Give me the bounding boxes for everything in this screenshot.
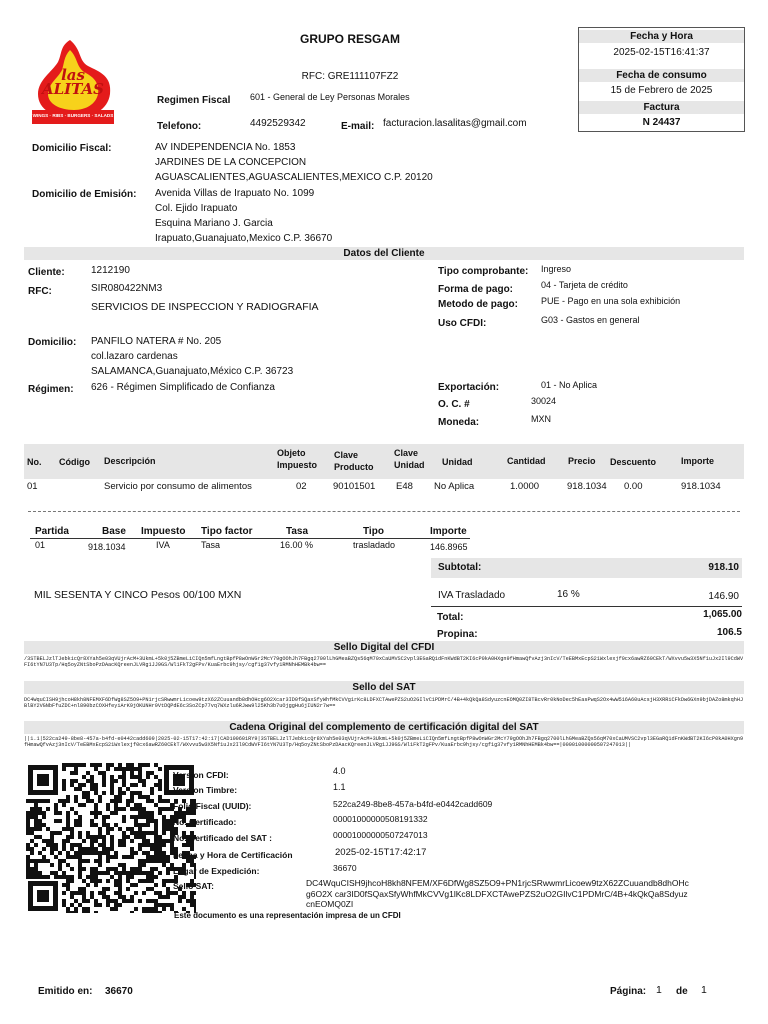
cliente-domicilio [91, 334, 293, 379]
subtotal-value: 918.10 [708, 562, 739, 573]
sello-sat-value: DC4WquCISH9jhcoH8kh8NFEM/XF6DfWg8SZ5O9+PN1rjcSRwwmrLicoew9tzX62ZCuuandb8dhOHcg6O2X car3ID0fSQaxSfyWhfMkCVVg1lKc8LDFXCTAwePZS2uO2GIlvC1PDMrC/4B+4kQkQa8SdyuzcnEOMQ0ZI [306, 878, 689, 909]
cliente-nombre: SERVICIOS DE INSPECCION Y RADIOGRAFIA [91, 301, 319, 313]
cliente-value: 1212190 [91, 265, 130, 276]
fecha-certificacion-value: 2025-02-15T17:42:17 [335, 847, 427, 858]
col-descripcion: Descripción [104, 456, 156, 466]
exportacion-label: Exportación: [438, 382, 500, 393]
emitido-value: 36670 [105, 986, 133, 997]
company-rfc: RFC: GRE111107FZ2 [301, 71, 399, 82]
propina-value: 106.5 [716, 627, 742, 638]
fecha-consumo-label: Fecha de consumo [579, 69, 744, 82]
row-descuento: 0.00 [624, 481, 643, 492]
de-label: de [676, 986, 688, 997]
factura-value: N 24437 [642, 117, 681, 128]
fecha-certificacion-label: Fecha y Hora de Certificación [173, 850, 293, 860]
col-cantidad: Cantidad [507, 456, 546, 466]
uso-cfdi-label: Uso CFDI: [438, 318, 487, 329]
logo-tagline: WINGS · RIBS · BURGERS · SALADS [32, 113, 114, 118]
logo-text: las ALITAS [41, 66, 104, 98]
tax-header-rule [30, 538, 470, 539]
qr-code [26, 763, 196, 913]
row-divider [28, 511, 740, 512]
tax-table [24, 525, 468, 555]
tax-col-impuesto: Impuesto [141, 526, 186, 537]
tax-col-partida: Partida [35, 526, 69, 537]
total-label: Total: [437, 612, 464, 623]
address-line: PANFILO NATERA # No. 205 [91, 336, 222, 347]
invoice-info-box [578, 27, 745, 132]
fecha-hora-value: 2025-02-15T16:41:37 [613, 47, 710, 58]
regimen-label: Régimen: [28, 384, 74, 395]
tax-row-impuesto: IVA [156, 540, 170, 550]
tax-col-tipo-factor: Tipo factor [201, 526, 253, 537]
total-value: 1,065.00 [703, 609, 742, 620]
address-line: Esquina Mariano J. Garcia [155, 218, 273, 229]
oc-label: O. C. # [438, 399, 470, 410]
pagina-label: Página: [610, 986, 647, 997]
domicilio-emision-label: Domicilio de Emisión: [32, 189, 137, 200]
col-codigo: Código [59, 457, 90, 467]
version-cfdi-label: Version CFDI: [173, 770, 229, 780]
sello-sat-title: Sello del SAT [24, 681, 744, 694]
iva-value: 146.90 [708, 591, 739, 602]
regimen-fiscal-label: Regimen Fiscal [157, 95, 231, 106]
telefono-value: 4492529342 [250, 118, 306, 129]
tax-row-tasa: 16.00 % [280, 540, 314, 550]
col-precio: Precio [568, 456, 596, 466]
pagina-value: 1 [656, 984, 662, 996]
subtotal-label: Subtotal: [438, 562, 482, 573]
row-no: 01 [27, 481, 38, 492]
tax-row-base: 918.1034 [88, 542, 126, 552]
total-paginas: 1 [701, 984, 707, 996]
sello-sat-text: DC4WquCISH9jhcoH8kh8NFEMXF6DfWg8SZ5O9+PN1rjcSRwwmrLicoew9tzX62ZCuuandb8dhOHcg6O2Xcar3ID0fSQaxSfyWhfMkCVVg1rKc8LDFXCTAwePZS2uO2GIlvC1PDMrC/4B+4kQkQa8SdyuzcnEOMQ0ZI8TBcvRr0kNoDec5hEasPwqS2Ox4wW516A60uAcsjH3XRRiCFkDw6GXn9bjDAZo8mkqhHJBlBY2VGNbFfuZDC+nl890bzCOXHfeyiArK9jOKUNHr0VtDQPdE6c3SoZCp77vq7WXzlu6RJww9l25Kh3b7uOjggHu6jIUN2r7w== [24, 697, 744, 710]
tax-row-tipo: trasladado [353, 540, 396, 550]
factura-label: Factura [579, 101, 744, 114]
col-clave-unidad [394, 447, 425, 471]
amount-in-words: MIL SESENTA Y CINCO Pesos 00/100 MXN [34, 589, 242, 601]
row-cantidad: 1.0000 [510, 481, 540, 492]
cliente-label: Cliente: [28, 267, 65, 278]
items-table-header [24, 444, 744, 479]
uso-cfdi-value: G03 - Gastos en general [541, 315, 640, 325]
col-clave-unidad-line2: Unidad [394, 460, 425, 470]
sello-cfdi-text: /3STBELJzlTJebkicQr8XYah5e03qVUjrAcM+3UkmL+5k0j5ZBmeLiCIQn5mfLngtBpfP8wOnWGr2McY79gOOhJh7FBgq2700lLhGMeaBZQs56qM70xCaUMVSC2vpl3EGaRQ1dFnKWdBT2KI6cP0kA0HXgn9fHmawQfvAzj3nIcV/TeEBMxEcpS21Wxlexjf0cx6awRZ60CEkT/WXvvu5w3X5Nf1uJx2Il9CdWVFI6tYN7U3Tp/Hq5oyZNtSboPzDAacKQreenJLVRg1JJ9GS/Wl1FkT2gFPv/KuaErbc9hjsy/cgf1g37vfy1RMNhHEMBk4bw== [24, 656, 744, 669]
forma-pago-label: Forma de pago: [438, 284, 514, 295]
tax-col-importe: Importe [430, 526, 467, 537]
sello-cfdi-title: Sello Digital del CFDI [24, 641, 744, 654]
col-clave-prod-line2: Producto [334, 462, 374, 472]
row-unidad: No Aplica [434, 481, 475, 492]
representacion-impresa: Este documento es una representación impresa de un CFDI [174, 911, 401, 920]
cliente-section-title: Datos del Cliente [24, 247, 744, 260]
tax-row-tipo-factor: Tasa [201, 540, 221, 550]
tax-row-partida: 01 [35, 540, 46, 550]
address-line: Col. Ejido Irapuato [155, 203, 238, 214]
address-line: Irapuato,Guanajuato,Mexico C.P. 36670 [155, 233, 333, 244]
version-timbre-value: 1.1 [333, 782, 346, 792]
col-clave-prod-line1: Clave [334, 450, 359, 460]
domicilio-fiscal-address [155, 140, 433, 185]
metodo-pago-value: PUE - Pago en una sola exhibición [541, 296, 681, 306]
col-clave-unidad-line1: Clave [394, 448, 419, 458]
lugar-expedicion-value: 36670 [333, 863, 357, 873]
no-certificado-value: 00001000000508191332 [333, 814, 428, 824]
tax-row-importe: 146.8965 [430, 542, 468, 552]
row-precio: 918.1034 [567, 481, 607, 492]
iva-row [431, 586, 742, 607]
tax-col-base: Base [102, 526, 126, 537]
company-name: GRUPO RESGAM [299, 32, 400, 46]
no-certificado-sat-value: 00001000000507247013 [333, 830, 428, 840]
metodo-pago-label: Metodo de pago: [438, 299, 518, 310]
email-label: E-mail: [341, 121, 375, 132]
tax-col-tipo: Tipo [363, 526, 384, 537]
row-descripcion: Servicio por consumo de alimentos [104, 481, 252, 492]
address-line: AGUASCALIENTES,AGUASCALIENTES,MEXICO C.P. 20120 [155, 172, 433, 183]
tax-col-tasa: Tasa [286, 526, 309, 537]
subtotal-row [431, 558, 742, 578]
cadena-original-title: Cadena Original del complemento de certificación digital del SAT [24, 721, 744, 734]
sello-sat-label: Sello SAT: [173, 881, 214, 891]
address-line: AV INDEPENDENCIA No. 1853 [155, 142, 296, 153]
company-logo [30, 36, 116, 126]
fecha-consumo-value: 15 de Febrero de 2025 [610, 85, 713, 96]
col-descuento: Descuento [610, 457, 657, 467]
emitido-label: Emitido en: [38, 986, 93, 997]
folio-fiscal-value: 522ca249-8be8-457a-b4fd-e0442cadd609 [333, 799, 493, 809]
regimen-value: 626 - Régimen Simplificado de Confianza [91, 382, 275, 393]
fecha-hora-label: Fecha y Hora [579, 30, 744, 43]
regimen-fiscal-value: 601 - General de Ley Personas Morales [250, 92, 410, 102]
email-value: facturacion.lasalitas@gmail.com [383, 118, 527, 129]
folio-fiscal-label: Folio Fiscal (UUID): [173, 801, 252, 811]
moneda-label: Moneda: [438, 417, 480, 428]
row-objeto: 02 [296, 481, 307, 492]
iva-label: IVA Trasladado [438, 590, 506, 601]
address-line: JARDINES DE LA CONCEPCION [155, 157, 307, 168]
address-line: col.lazaro cardenas [91, 351, 178, 362]
cadena-original-text: ||1.1|522ca249-8be8-457a-b4fd-e0442cadd609|2025-02-15T17:42:17|CAD100601RY9|3STBELJzlTJebkicQr8XYah5e03qVUjrAcM+3UkmL+5k0j5ZBmeLiCIQn5mfLngtBpfP8wOnWGr2McY79gOOhJh7FBgq2700lLhGMeaBZQs56qM70xCaUMVSC2vpl3EGaRQ1dFnKWdBT2KI6cP0kA0HXgn9fHmawQfvAzj3nIcV/TeEBMxEcpS21Wxlexjf0cx6awRZ60CEkT/WXvvu5w3X5Nf1uJx2Il9CdWVFI6tYN7U3Tp/Hq5oyZNtSboPzDAacKQreenJLVRg1JJ9GS/Wl1FkT2gFPv/KuaErbc9hjsy/cgf1g37vfy1RMNhHEMBk4bw==|00001000000507247013|| [24, 736, 744, 749]
address-line: SALAMANCA,Guanajuato,México C.P. 36723 [91, 366, 294, 377]
timbre-block [173, 766, 733, 926]
forma-pago-value: 04 - Tarjeta de crédito [541, 280, 628, 290]
no-certificado-sat-label: No. Certificado del SAT : [173, 833, 273, 843]
col-objeto-impuesto [277, 447, 317, 471]
moneda-value: MXN [531, 414, 551, 424]
tipo-comprobante-label: Tipo comprobante: [438, 266, 529, 277]
col-objeto-line1: Objeto [277, 448, 306, 458]
version-timbre-label: Version Timbre: [173, 785, 238, 795]
iva-rate: 16 % [557, 589, 580, 600]
propina-label: Propina: [437, 629, 478, 640]
domicilio-fiscal-label: Domicilio Fiscal: [32, 143, 112, 154]
version-cfdi-value: 4.0 [333, 766, 346, 776]
telefono-label: Telefono: [157, 121, 202, 132]
row-clave-unidad: E48 [396, 481, 413, 492]
rfc-value: SIR080422NM3 [91, 283, 163, 294]
col-no: No. [27, 457, 42, 467]
col-objeto-line2: Impuesto [277, 460, 318, 470]
col-clave-producto [334, 449, 374, 473]
no-certificado-label: No. Certificado: [173, 817, 237, 827]
lugar-expedicion-label: Lugar de Expedición: [173, 866, 260, 876]
rfc-label: RFC: [28, 286, 52, 297]
row-clave-producto: 90101501 [333, 481, 376, 492]
col-importe: Importe [681, 456, 715, 466]
domicilio-label: Domicilio: [28, 337, 77, 348]
exportacion-value: 01 - No Aplica [541, 380, 598, 390]
row-importe: 918.1034 [681, 481, 721, 492]
tipo-comprobante-value: Ingreso [541, 264, 572, 274]
address-line: Avenida Villas de Irapuato No. 1099 [155, 188, 315, 199]
oc-value: 30024 [531, 396, 557, 406]
domicilio-emision-address [155, 186, 332, 246]
col-unidad: Unidad [442, 457, 473, 467]
table-row [24, 480, 744, 494]
